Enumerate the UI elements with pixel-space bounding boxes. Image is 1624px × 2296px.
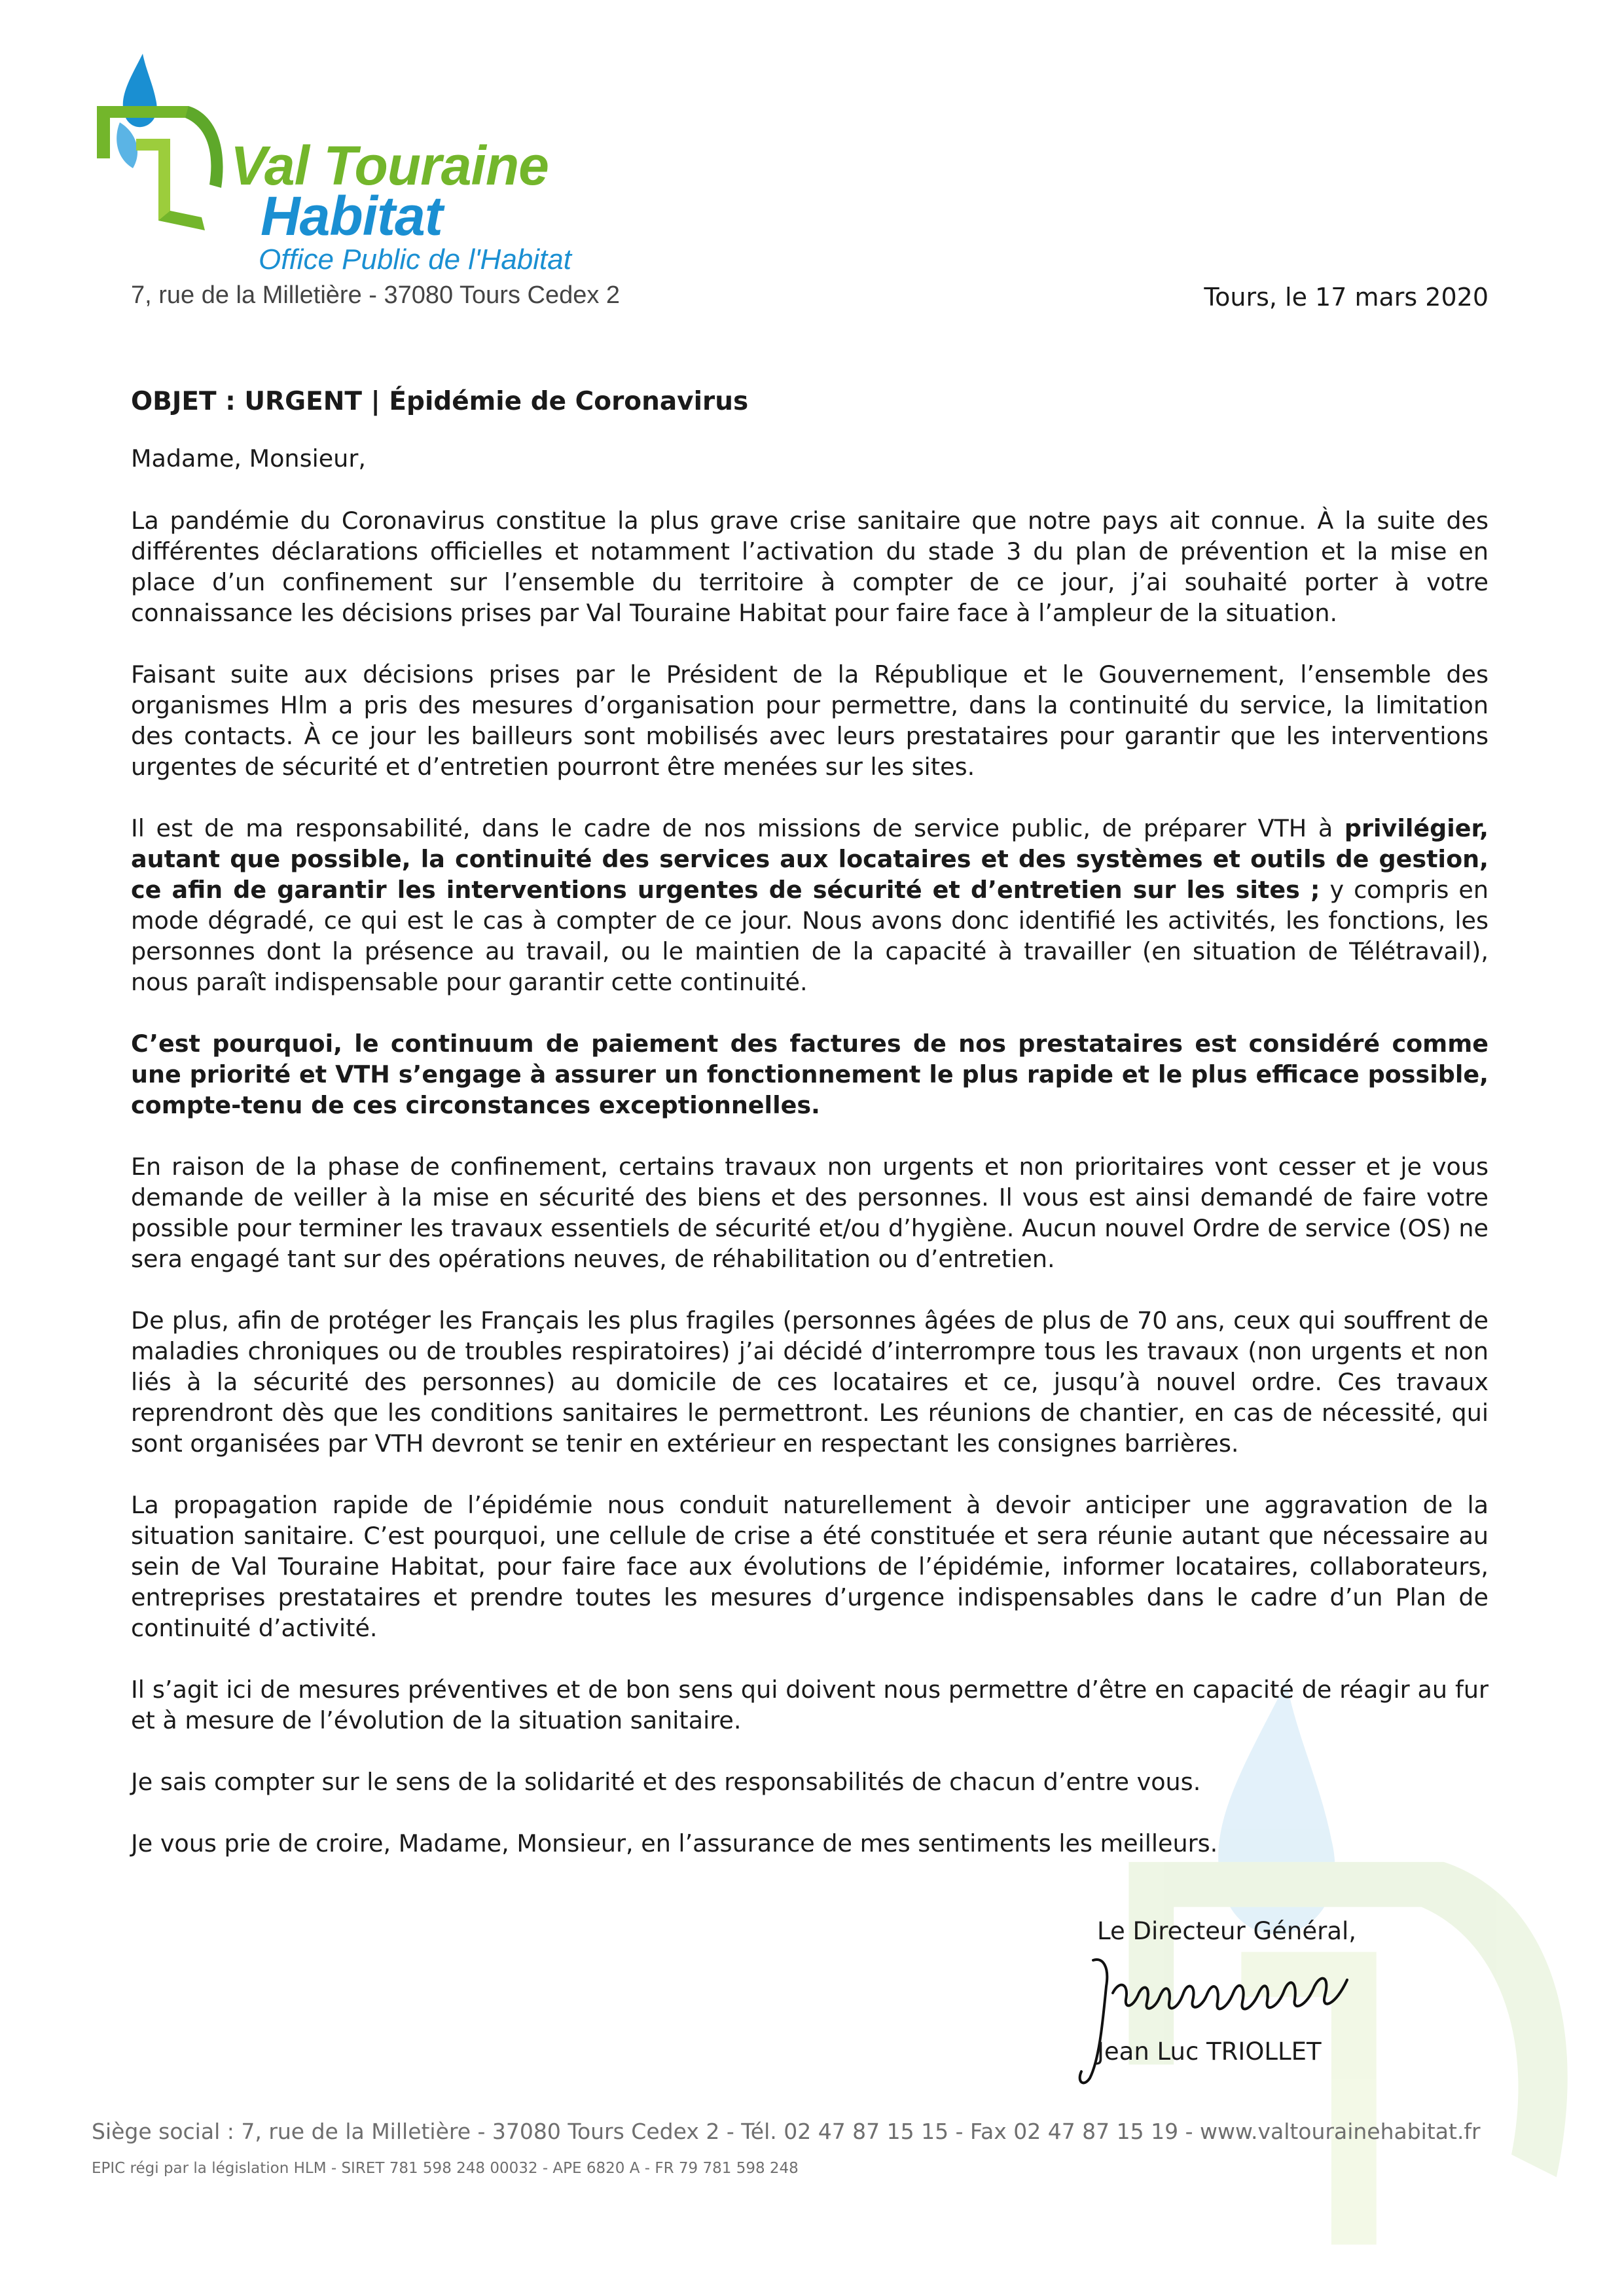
signer-name: Jean Luc TRIOLLET — [1097, 2037, 1322, 2066]
subject-line: OBJET : URGENT | Épidémie de Coronavirus — [131, 387, 749, 416]
logo-text-line2: Habitat — [261, 185, 442, 247]
logo-text-line1: Val Touraine — [230, 135, 549, 196]
paragraph-10: Je vous prie de croire, Madame, Monsieur, en l’assurance de mes sentiments les meilleurs. — [131, 1829, 1218, 1857]
signer-title: Le Directeur Général, — [1097, 1917, 1357, 1945]
paragraph-4: C’est pourquoi, le continuum de paiement des factures de nos prestataires est considéré comme une priorité et VTH s’engage à assurer un fonctionnement le plus rapide et le plus efficace possible, compte-tenu de ces circonstances exceptionnelles. — [131, 1030, 1489, 1119]
paragraph-5: En raison de la phase de confinement, certains travaux non urgents et non prioritaires vont cesser et je vous demande de veiller à la mise en sécurité des biens et des personnes. Il vous est ainsi demandé de faire votre possible pour terminer les travaux essentiels de sécurité et/ou d’hygiène. Aucun nouvel Ordre de service (OS) ne sera engagé tant sur des opérations neuves, de réhabilitation ou d’entretien. — [131, 1153, 1489, 1273]
salutation: Madame, Monsieur, — [131, 444, 366, 473]
paragraph-1: La pandémie du Coronavirus constitue la plus grave crise sanitaire que notre pays ait connue. À la suite des différentes déclarations officielles et notamment l’activation du stade 3 du plan de prévention et la mise en place d’un confinement sur l’ensemble du territoire à compter de ce jour, j’ai souhaité porter à votre connaissance les décisions prises par Val Touraine Habitat pour faire face à l’ampleur de la situation. — [131, 507, 1489, 627]
paragraph-3-end: y compris en mode dégradé, ce qui est le cas à compter de ce jour. Nous avons donc identifié les activités, les fonctions, les personnes dont la présence au travail, ou le maintien de la capacité à travailler (en situation de Télétravail), nous paraît indispensable pour garantir cette continuité. — [131, 876, 1489, 996]
paragraph-8: Il s’agit ici de mesures préventives et de bon sens qui doivent nous permettre d’être en capacité de réagir au fur et à mesure de l’évolution de la situation sanitaire. — [131, 1676, 1489, 1734]
logo-subtitle: Office Public de l'Habitat — [259, 243, 571, 276]
letter-body — [131, 386, 1489, 1890]
handwritten-signature — [1074, 1947, 1375, 2098]
paragraph-9: Je sais compter sur le sens de la solidarité et des responsabilités de chacun d’entre vous. — [131, 1768, 1201, 1796]
footer-head-office: Siège social : 7, rue de la Milletière - 37080 Tours Cedex 2 - Tél. 02 47 87 15 15 - Fax 02 47 87 15 19 - www.valtourainehabitat.fr — [92, 2119, 1481, 2144]
paragraph-2: Faisant suite aux décisions prises par le Président de la République et le Gouvernement, l’ensemble des organismes Hlm a pris des mesures d’organisation pour permettre, dans la continuité du service, la limitation des contacts. À ce jour les bailleurs sont mobilisés avec leurs prestataires pour garantir que les interventions urgentes de sécurité et d’entretien pourront être menées sur les sites. — [131, 660, 1489, 781]
logo-icon — [90, 54, 241, 230]
sender-address: 7, rue de la Milletière - 37080 Tours Cedex 2 — [131, 281, 621, 309]
paragraph-3-start: Il est de ma responsabilité, dans le cadre de nos missions de service public, de préparer VTH à — [131, 814, 1344, 842]
paragraph-6: De plus, afin de protéger les Français les plus fragiles (personnes âgées de plus de 70 ans, ceux qui souffrent de maladies chroniques ou de troubles respiratoires) j’ai décidé d’interrompre tous les travaux (non urgents et non liés à la sécurité des personnes) au domicile de ces locataires et ce, jusqu’à nouvel ordre. Ces travaux reprendront dès que les conditions sanitaires le permettront. Les réunions de chantier, en cas de nécessité, qui sont organisées par VTH devront se tenir en extérieur en respectant les consignes barrières. — [131, 1306, 1489, 1458]
paragraph-3 — [131, 813, 1489, 997]
letter-date: Tours, le 17 mars 2020 — [1204, 283, 1489, 312]
paragraph-7: La propagation rapide de l’épidémie nous conduit naturellement à devoir anticiper une aggravation de la situation sanitaire. C’est pourquoi, une cellule de crise a été constituée et sera réunie autant que nécessaire au sein de Val Touraine Habitat, pour faire face aux évolutions de l’épidémie, informer locataires, collaborateurs, entreprises prestataires et prendre toutes les mesures d’urgence indispensables dans le cadre d’un Plan de continuité d’activité. — [131, 1491, 1489, 1642]
footer-legal-info: EPIC régi par la législation HLM - SIRET 781 598 248 00032 - APE 6820 A - FR 79 781 598 248 — [92, 2160, 799, 2177]
paragraph-3-emphasis: privilégier, autant que possible, la continuité des services aux locataires et des systèmes et outils de gestion, ce afin de garantir les interventions urgentes de sécurité et d’entretien sur les sites ; — [131, 814, 1489, 904]
